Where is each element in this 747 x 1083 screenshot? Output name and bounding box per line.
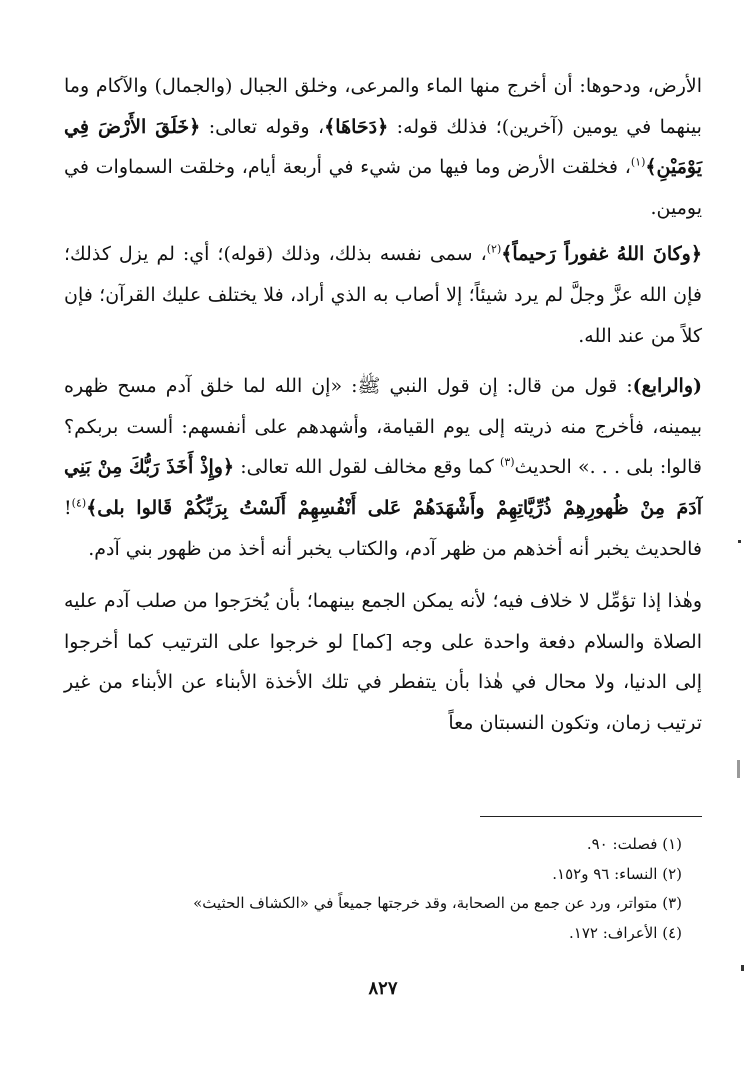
p1-text-1: الأرض، ودحوها: أن أخرج منها الماء والمرعى، وخلق الجبال (والجمال) والآكام وما بينهما في يومين (آخرين)؛ فذلك قوله: [64,75,702,138]
paragraph-4 [64,581,702,743]
footnote-ref-4: (٤) [71,496,87,510]
scan-speck-bottom [741,965,744,971]
footnote-ref-2: (٢) [486,243,502,257]
footnote-ref-1: (١) [630,155,646,169]
p3-text-1: : قول من قال: إن قول النبي ﷺ: «إن الله لما خلق آدم مسح ظهره بيمينه، فأخرج منه ذريته إلى يوم القيامة، وأشهدهم على أنفسهم: ألست بربكم؟ قالوا: بلى . . .» الحديث [64,375,702,479]
scan-speck [738,540,741,543]
footnote-4: (٤) الأعراف: ١٧٢. [569,923,682,942]
p3-heading: (والرابع) [632,375,702,398]
p3-quran-1: ﴿وإِذْ أَخَذَ رَبُّكَ مِنْ بَنِي آدَمَ مِنْ ظُهورِهِمْ ذُرِّيَّاتِهِمْ وأَشْهَدَهُمْ عَلى أَنْفُسِهِمْ أَلَسْتُ بِرَبِّكُمْ قَالوا بلى﴾ [64,456,702,519]
footnote-ref-3: (٣) [500,456,515,470]
p1-text-3: ، فخلقت الأرض وما فيها من شيء في أربعة أيام، وخلقت السماوات في يومين. [64,156,702,219]
p3-text-3: ! فالحديث يخبر أنه أخذهم من ظهر آدم، والكتاب يخبر أنه أخذ من ظهور بني آدم. [64,496,702,560]
page-number: ٨٢٧ [368,978,398,999]
paragraph-1 [64,66,702,228]
p3-text-2: كما وقع مخالف لقول الله تعالى: [234,456,501,479]
footnote-3: (٣) متواتر، ورد عن جمع من الصحابة، وقد خرجتها جميعاً في «الكشاف الحثيث» [193,894,682,912]
paragraph-3 [64,366,702,569]
book-page [64,60,702,1060]
p1-quran-1: ﴿دَحَاهَا﴾ [324,115,389,138]
footnotes [62,830,682,948]
footnote-2: (٢) النساء: ٩٦ و١٥٢. [552,864,682,883]
p2-quran-1: ﴿وكانَ اللهُ غفوراً رَحيماً﴾ [501,243,702,266]
footnote-1: (١) فصلت: ٩٠. [586,835,682,853]
p2-text-1: ، سمى نفسه بذلك، وذلك (قوله)؛ أي: لم يزل كذلك؛ فإن الله عزَّ وجلَّ لم يرد شيئاً؛ إلا أصاب به الذي أراد، فلا يختلف عليك القرآن؛ فإن كلاً من عند الله. [64,243,702,347]
paragraph-2 [64,234,702,356]
footnote-divider [480,816,702,817]
scan-edge-mark [737,760,740,778]
p1-quran-2: ﴿خَلَقَ الأَرْضَ فِي يَوْمَيْنِ﴾ [64,115,702,179]
p1-text-2: ، وقوله تعالى: [200,115,325,138]
main-text [64,66,702,744]
p4-text-1: وهٰذا إذا تؤمِّل لا خلاف فيه؛ لأنه يمكن الجمع بينهما؛ بأن يُخرَجوا من صلب آدم عليه الصلاة والسلام دفعة واحدة على وجه [كما] لو خرجوا على الترتيب كما أخرجوا إلى الدنيا، ولا محال في هٰذا بأن يتفطر في تلك الأخذة الأبناء عن الأبناء من غير ترتيب زمان، وتكون النسبتان معاً [64,590,702,734]
